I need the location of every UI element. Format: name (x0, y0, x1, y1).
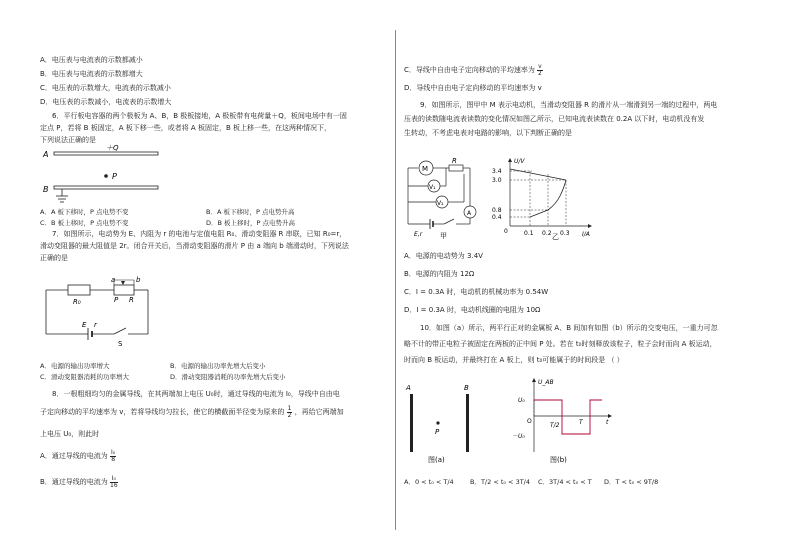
q10-point-p (436, 421, 439, 424)
q6-stem-line2: 定点 P，若将 B 板固定，A 板下移一些，或者将 A 板固定，B 板上移一些，在这两种情况下， (40, 124, 331, 132)
q7-r-label: R (129, 296, 134, 304)
q10-voltage-graph (510, 374, 620, 466)
q7-resistor-r0 (68, 285, 90, 295)
q7-stem-line3: 正确的是 (40, 254, 68, 262)
q7-circuit-figure (44, 276, 154, 348)
q10-plate-a (410, 394, 413, 452)
q9-ytick-0-4: 0.4 (492, 214, 502, 221)
q9-stem-line2: 压表的读数随电流表读数的变化情况如图乙所示，已知电流表读数在 0.2A 以下时，电动机没有发 (404, 115, 705, 123)
q10-plate-b-label: B (464, 384, 469, 392)
q9-option-a: A．电源的电动势为 3.4V (404, 252, 483, 260)
q7-stem-line2: 滑动变阻器的最大阻值是 2r。闭合开关后，当滑动变阻器的滑片 P 由 a 端向 b 端滑动时，下列说法 (40, 242, 349, 250)
q7-r0-label: R₀ (73, 298, 81, 306)
q10-origin-label: O (527, 418, 532, 425)
q10-stem-line1: 10．如图（a）所示，两平行正对的金属板 A、B 间加有如图（b）所示的交变电压，一重力可忽 (420, 324, 718, 332)
q6-point-label: P (112, 172, 117, 181)
q9-motor-label: M (422, 165, 429, 173)
q9-jia-label: 甲 (440, 232, 447, 240)
q10-plate-a-label: A (406, 384, 411, 392)
q5-option-d: D．电压表的示数减小，电流表的示数增大 (40, 98, 172, 106)
q8-option-c (404, 62, 543, 78)
q9-circuit-figure (404, 157, 484, 240)
q7-option-d: D．滑动变阻器消耗的功率先增大后变小 (170, 373, 286, 381)
q8-option-b-fraction: $\frac{\text{I₀}}{16}$ (110, 474, 118, 489)
q7-slider-arrow (121, 281, 125, 285)
q8-stem-line2 (40, 404, 344, 420)
q9-ui-chart (490, 156, 600, 240)
q6-plate-b (54, 186, 158, 189)
q6-stem-line3: 下列说法正确的是 (40, 136, 96, 144)
q8-option-c-text: C．导线中自由电子定向移动的平均速率为 (404, 66, 535, 74)
q9-xtick-0-1: 0.1 (524, 230, 534, 237)
q7-s-label: S (118, 340, 123, 348)
q10-caption-a: 图(a) (428, 456, 445, 464)
q9-v2-label: V₂ (437, 200, 444, 207)
q6-charge-label: ＋Q (106, 144, 119, 152)
q10-plate-b (466, 394, 469, 452)
q5-option-a: A．电压表与电流表的示数都减小 (40, 56, 143, 64)
q9-ytick-0-8: 0.8 (492, 207, 502, 214)
q6-plate-a (54, 152, 158, 155)
q8-option-a (40, 448, 116, 464)
q10-option-d: D．T < t₀ < 9T/8 (604, 478, 659, 486)
q10-stem-line3: 时而向 B 板运动，并最终打在 A 板上，则 t₀可能属于的时间段是 （ ） (404, 356, 624, 364)
q6-capacitor-figure (40, 146, 160, 206)
q7-rheostat-r (114, 285, 134, 295)
q7-switch (114, 328, 126, 334)
q5-option-c: C．电压表的示数增大，电流表的示数减小 (40, 84, 171, 92)
q6-plate-b-label: B (43, 185, 49, 194)
q7-option-b: B．电源的输出功率先增大后变小 (170, 362, 266, 370)
q9-option-c: C．I = 0.3A 时，电动机的机械功率为 0.54W (404, 288, 549, 296)
q9-v1-label: V₁ (429, 184, 436, 191)
q8-option-c-fraction: $\frac{v}{2}$ (537, 62, 542, 77)
q7-r-internal-label: r (94, 321, 97, 329)
q6-option-a: A．A 板下移时，P 点电势不变 (40, 208, 129, 216)
q8-stem-line1: 8．一根粗细均匀的金属导线，在其两端加上电压 U₀时，通过导线的电流为 I₀，导线中自由电 (52, 390, 340, 398)
q7-p-label: P (114, 296, 119, 304)
q9-er-label: E,r (414, 231, 423, 238)
q9-chart-origin: 0 (504, 228, 508, 235)
q10-uab-label: U_AB (538, 379, 554, 386)
q6-option-d: D．B 板上移时，P 点电势升高 (206, 219, 296, 227)
q7-option-a: A．电源的输出功率增大 (40, 362, 110, 370)
q7-option-c: C．滑动变阻器消耗的功率增大 (40, 373, 130, 381)
q10-u0-label: U₀ (518, 397, 525, 404)
q9-ammeter-label: A (467, 210, 472, 217)
q10-caption-b: 图(b) (550, 456, 567, 464)
q7-a-label: a (111, 276, 116, 284)
q9-chart-ylabel: U/V (514, 158, 525, 165)
q7-e-label: E (82, 321, 87, 329)
q7-stem-line1: 7．如图所示，电动势为 E、内阻为 r 的电池与定值电阻 R₀、滑动变阻器 R 串联，已知 R₀=r， (52, 230, 347, 238)
q9-rheostat (449, 165, 463, 171)
q10-square-wave (534, 400, 602, 434)
q8-option-d: D．导线中自由电子定向移动的平均速率为 v (404, 84, 542, 92)
q9-chart-xlabel: I/A (582, 231, 590, 238)
q8-stem-line2-text: 子定向移动的平均速率为 v，若将导线均匀拉长，使它的横截面半径变为原来的 (40, 408, 285, 416)
q10-plates-figure (404, 378, 494, 464)
q9-ytick-3-4: 3.4 (492, 168, 502, 175)
q9-ytick-3-0: 3.0 (492, 177, 502, 184)
q9-option-d: D．I = 0.3A 时，电动机线圈的电阻为 10Ω (404, 306, 541, 314)
q10-T-label: T (579, 419, 583, 426)
q6-option-b: B．A 板下移时，P 点电势升高 (206, 208, 295, 216)
q8-option-b-text: B．通过导线的电流为 (40, 478, 108, 486)
q8-stem-line3: 上电压 U₀，则此时 (40, 430, 100, 438)
q5-option-b: B．电压表与电流表的示数都增大 (40, 70, 143, 78)
q6-point-p (104, 174, 108, 178)
q8-stem-line2-tail: ，再给它两端加 (294, 408, 344, 416)
q8-option-a-text: A．通过导线的电流为 (40, 452, 108, 460)
q9-xtick-0-2: 0.2 (542, 230, 552, 237)
q10-stem-line2: 略不计的带正电粒子被固定在两板的正中间 P 处。若在 t₀时刻释放该粒子，粒子会时而向 A 板运动， (404, 340, 717, 348)
q9-chart-line-v1 (510, 169, 566, 180)
q10-option-b: B．T/2 < t₀ < 3T/4 (470, 478, 530, 486)
q9-stem-line3: 生转动，不考虑电表对电路的影响，以下判断正确的是 (404, 129, 572, 137)
q10-thalf-label: T/2 (550, 422, 560, 429)
q10-point-label: P (435, 428, 440, 436)
q9-stem-line1: 9．如图所示，图甲中 M 表示电动机，当滑动变阻器 R 的滑片从一端滑到另一端的过程中，两电 (420, 101, 718, 109)
q9-xtick-0-3: 0.3 (560, 230, 570, 237)
q10-option-c: C．3T/4 < t₀ < T (538, 478, 592, 486)
q6-option-c: C．B 板上移时，P 点电势不变 (40, 219, 129, 227)
column-divider (395, 30, 396, 530)
q6-plate-a-label: A (43, 150, 49, 159)
q8-option-b (40, 474, 118, 490)
q9-option-b: B．电源的内阻为 12Ω (404, 270, 475, 278)
q10-t-label: t (606, 419, 609, 426)
q9-yi-label: 乙 (552, 233, 559, 241)
q8-radius-fraction: $\frac{1}{2}$ (287, 404, 292, 419)
q7-b-label: b (136, 276, 141, 284)
q9-switch (444, 219, 454, 224)
q9-r-label: R (452, 157, 457, 165)
q6-stem-line1: 6．平行板电容器的两个极板为 A、B，B 极板接地，A 极板带有电荷量＋Q，板间电场中有一固 (52, 112, 347, 120)
q10-option-a: A．0 < t₀ < T/4 (404, 478, 454, 486)
q10-minus-u0-label: －U₀ (512, 433, 525, 440)
q8-option-a-fraction: $\frac{\text{I₀}}{8}$ (111, 448, 116, 463)
